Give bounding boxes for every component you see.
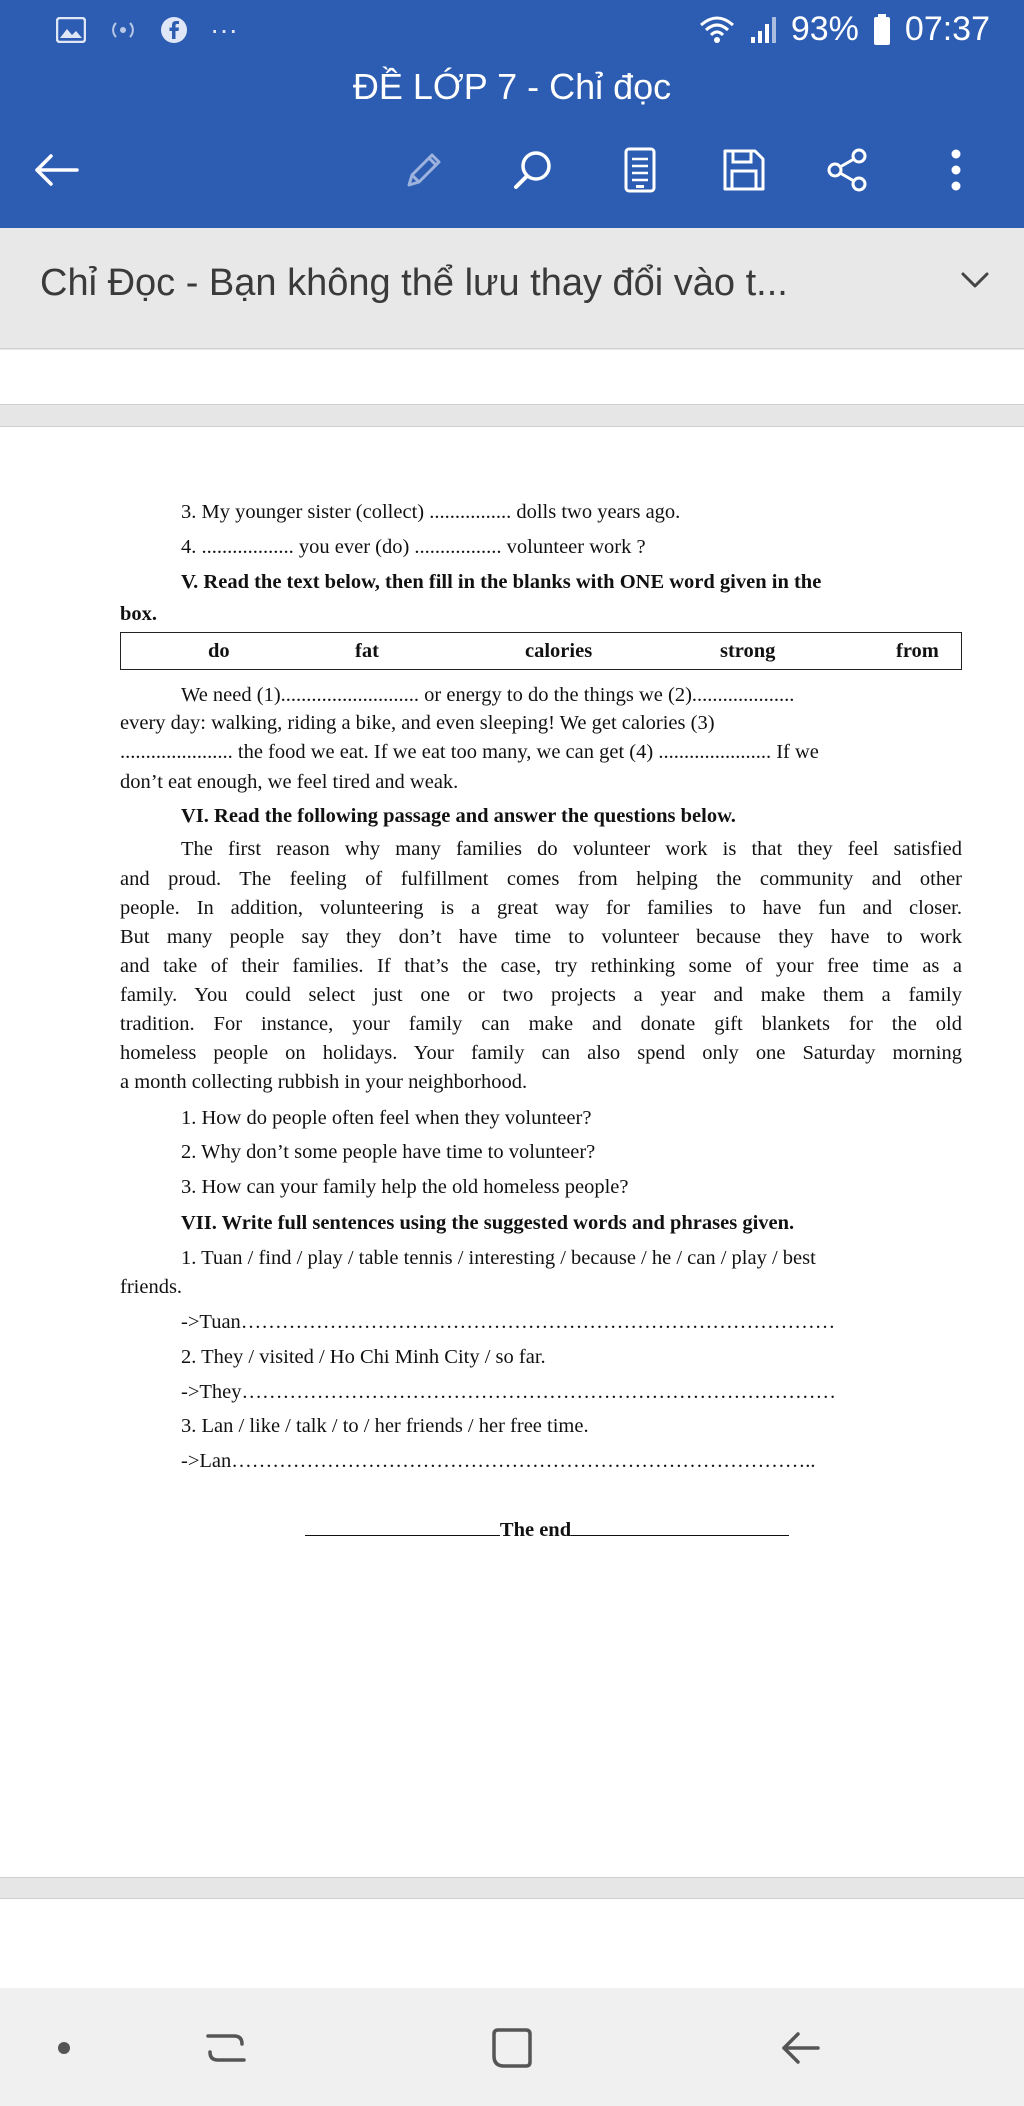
back-button[interactable]	[26, 140, 86, 200]
mobile-view-button[interactable]	[610, 140, 670, 200]
answer-line: ->Tuan……………………………………………………………………………	[181, 1311, 836, 1333]
answer-line: ->Lan…………………………………………………………………………..	[181, 1450, 816, 1472]
exercise-line: 2. They / visited / Ho Chi Minh City / so far.	[181, 1346, 546, 1368]
save-button[interactable]	[714, 140, 774, 200]
gallery-icon	[56, 17, 86, 43]
document-title: ĐỀ LỚP 7 - Chỉ đọc	[352, 66, 672, 107]
next-page	[0, 1898, 1024, 1999]
facebook-icon	[160, 16, 188, 44]
system-nav-bar	[0, 1988, 1024, 2106]
search-icon	[510, 147, 556, 193]
passage-line: tradition. For instance, your family can make and donate gift blankets for the old	[120, 1013, 962, 1035]
home-icon	[490, 2026, 534, 2070]
text-line: We need (1)........................... or energy to do the things we (2)....................	[181, 684, 795, 706]
exercise-line: 3. My younger sister (collect) ................ dolls two years ago.	[181, 501, 681, 523]
question-line: 3. How can your family help the old homeless people?	[181, 1176, 629, 1198]
signal-icon	[749, 15, 777, 45]
app-bar	[0, 0, 1024, 228]
exercise-line: 4. .................. you ever (do) ................. volunteer work ?	[181, 536, 646, 558]
section-heading: VII. Write full sentences using the suggested words and phrases given.	[181, 1212, 795, 1234]
exercise-line: friends.	[120, 1276, 183, 1298]
passage-line: But many people say they don’t have time to volunteer because they have to work	[120, 926, 962, 948]
chevron-down-icon	[960, 270, 990, 290]
battery-percent: 93%	[790, 10, 859, 48]
underline-left	[305, 1517, 500, 1536]
word-box-item: fat	[355, 640, 379, 662]
mobile-view-icon	[622, 147, 658, 193]
passage-line: and proud. The feeling of fulfillment comes from helping the community and other	[120, 868, 962, 890]
exercise-line: 3. Lan / like / talk / to / her friends / her free time.	[181, 1415, 589, 1437]
recents-icon	[204, 2028, 248, 2068]
status-bar	[0, 0, 1024, 62]
text-line: don’t eat enough, we feel tired and weak.	[120, 771, 459, 793]
section-heading: box.	[120, 603, 158, 625]
section-heading: VI. Read the following passage and answer the questions below.	[181, 805, 736, 827]
nav-dot	[34, 2018, 94, 2078]
toolbar	[0, 140, 1024, 200]
passage-line: a month collecting rubbish in your neighborhood.	[120, 1071, 528, 1093]
banner-expand-button[interactable]	[960, 270, 990, 295]
question-line: 2. Why don’t some people have time to volunteer?	[181, 1141, 596, 1163]
edit-button[interactable]	[394, 140, 454, 200]
back-nav-button[interactable]	[770, 2018, 830, 2078]
the-end-footer	[300, 1517, 794, 1542]
status-more: ···	[210, 14, 238, 45]
passage-line: homeless people on holidays. Your family can also spend only one Saturday morning	[120, 1042, 962, 1064]
question-line: 1. How do people often feel when they volunteer?	[181, 1107, 592, 1129]
readonly-banner[interactable]	[0, 228, 1024, 349]
clock: 07:37	[904, 10, 990, 48]
text-line: every day: walking, riding a bike, and even sleeping! We get calories (3)	[120, 712, 715, 734]
share-button[interactable]	[818, 140, 878, 200]
readonly-banner-text: Chỉ Đọc - Bạn không thể lưu thay đổi vào t...	[40, 262, 788, 304]
more-options-button[interactable]	[926, 140, 986, 200]
save-icon	[721, 147, 767, 193]
battery-icon	[873, 14, 891, 46]
home-button[interactable]	[482, 2018, 542, 2078]
passage-line: The first reason why many families do volunteer work is that they feel satisfied	[181, 838, 962, 860]
passage-line: people. In addition, volunteering is a great way for families to have fun and closer.	[120, 897, 962, 919]
the-end-text: The end	[499, 1519, 572, 1541]
hotspot-icon	[108, 17, 138, 43]
word-box-item: calories	[525, 640, 593, 662]
answer-line: ->They……………………………………………………………………………	[181, 1381, 837, 1403]
dot-icon	[57, 2041, 71, 2055]
pencil-icon	[401, 147, 447, 193]
passage-line: family. You could select just one or two projects a year and make them a family	[120, 984, 962, 1006]
section-heading: V. Read the text below, then fill in the blanks with ONE word given in the	[181, 571, 822, 593]
exercise-line: 1. Tuan / find / play / table tennis / interesting / because / he / can / play / best	[181, 1247, 816, 1269]
share-icon	[825, 147, 871, 193]
back-arrow-icon	[33, 153, 79, 187]
text-line: ...................... the food we eat. If we eat too many, we can get (4) ...................... If we	[120, 741, 819, 763]
word-box-item: from	[896, 640, 939, 662]
word-box	[120, 632, 962, 670]
passage-line: and take of their families. If that’s the case, try rethinking some of your free time as a	[120, 955, 962, 977]
back-nav-icon	[778, 2028, 822, 2068]
wifi-icon	[699, 15, 735, 45]
search-button[interactable]	[503, 140, 563, 200]
previous-page	[0, 350, 1024, 405]
recent-apps-button[interactable]	[196, 2018, 256, 2078]
underline-right	[571, 1517, 789, 1536]
word-box-item: strong	[720, 640, 776, 662]
more-vertical-icon	[949, 147, 963, 193]
word-box-item: do	[208, 640, 230, 662]
